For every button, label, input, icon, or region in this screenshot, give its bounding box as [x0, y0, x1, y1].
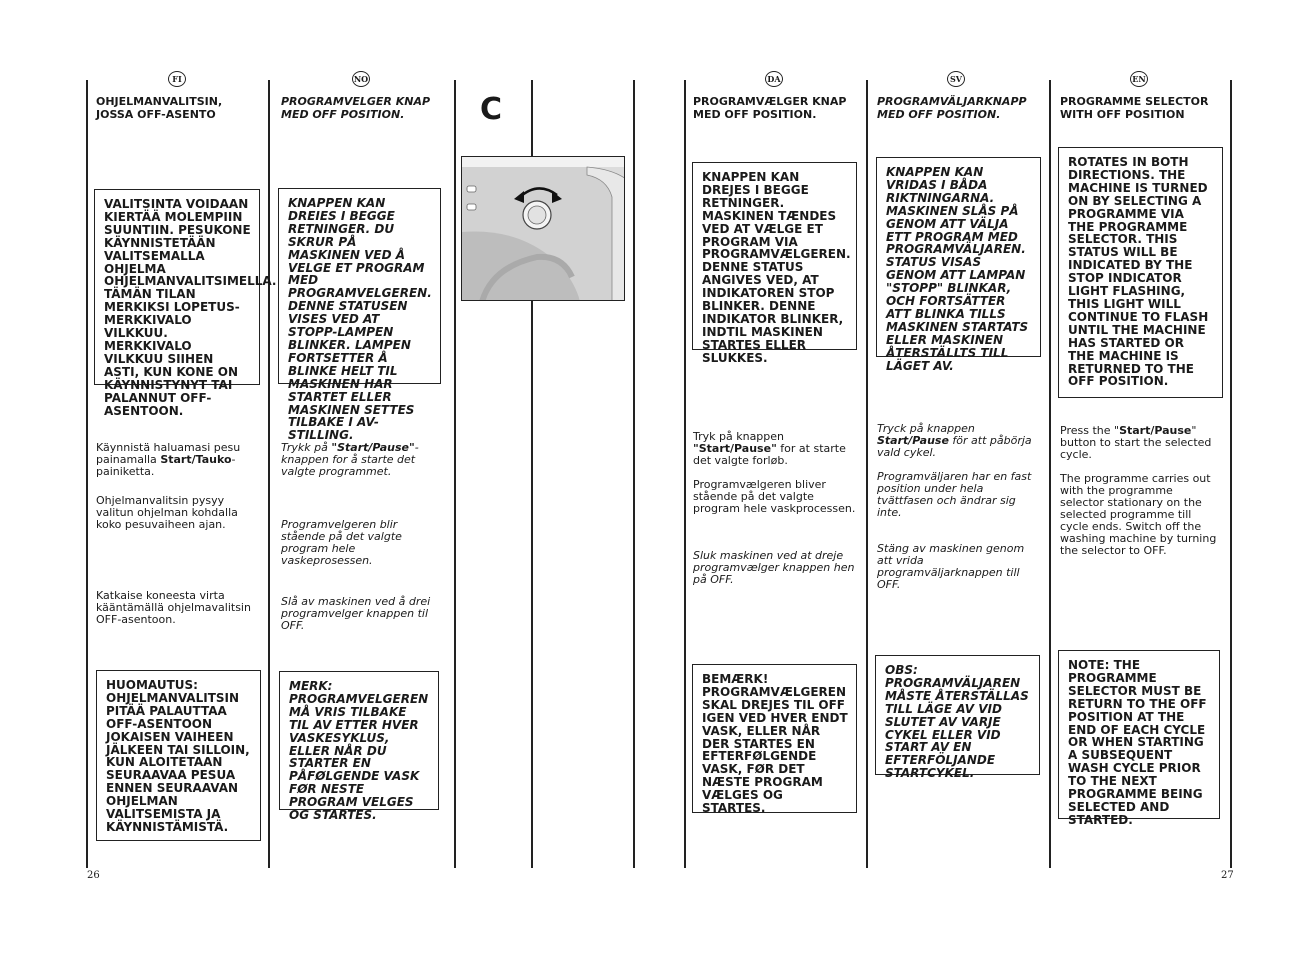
en-start-text-b: " button to start the selected cycle.	[1060, 424, 1212, 461]
language-badge-fi: FI	[168, 71, 186, 87]
da-info-box: KNAPPEN KAN DREJES I BEGGE RETNINGER. MASKINEN TÆNDES VED AT VÆLGE ET PROGRAM VIA PROGRAMVÆLGEREN. DENNE STATUS ANGIVES VED, AT INDIKATOREN STOP BLINKER. DENNE INDIKATOR BLINKER, INDTIL MASKINEN STARTES ELLER SLUKKES.	[692, 162, 857, 350]
no-selector-text: Programvelgeren blir stående på det valgte program hele vaskeprosessen.	[281, 518, 402, 567]
fi-off-text: Katkaise koneesta virta kääntämällä ohjelmavalitsin OFF-asentoon.	[96, 589, 251, 626]
da-note-box: BEMÆRK! PROGRAMVÆLGEREN SKAL DREJES TIL OFF IGEN VED HVER ENDT VASK, ELLER NÅR DER STARTES EN EFTERFØLGENDE VASK, FØR DET NÆSTE PROGRAM VÆLGES OG STARTES.	[692, 664, 857, 813]
language-badge-en: EN	[1130, 71, 1148, 87]
no-start-text	[281, 442, 441, 478]
da-start-button-label: "Start/Pause"	[693, 442, 777, 455]
fi-start-button-label: Start/Tauko	[160, 453, 232, 466]
column-divider	[633, 80, 635, 868]
en-selector-text: The programme carries out with the programme selector stationary on the selected programme till cycle ends. Switch off the washing machine by turning the selector to OFF.	[1060, 472, 1217, 557]
language-badge-sv: SV	[947, 71, 965, 87]
language-badge-da: DA	[765, 71, 783, 87]
no-info-box: KNAPPEN KAN DREIES I BEGGE RETNINGER. DU SKRUR PÅ MASKINEN VED Å VELGE ET PROGRAM MED PROGRAMVELGEREN. DENNE STATUSEN VISES VED AT STOPP-LAMPEN BLINKER. LAMPEN FORTSETTER Å BLINKE HELT TIL MASKINEN HAR STARTET ELLER MASKINEN SETTES TILBAKE I AV-STILLING.	[278, 188, 441, 384]
da-off-text: Sluk maskinen ved at dreje programvælger knappen hen på OFF.	[693, 549, 855, 586]
column-divider	[1230, 80, 1232, 868]
da-start-text	[693, 431, 858, 467]
fi-info-box: VALITSINTA VOIDAAN KIERTÄÄ MOLEMPIIN SUUNTIIN. PESUKONE KÄYNNISTETÄÄN VALITSEMALLA OHJELMA OHJELMANVALITSIMELLA. TÄMÄN TILAN MERKIKSI LOPETUS-MERKKIVALO VILKKUU. MERKKIVALO VILKKUU SIIHEN ASTI, KUN KONE ON KÄYNNISTYNYT TAI PALANNUT OFF-ASENTOON.	[94, 189, 260, 385]
column-divider	[86, 80, 88, 868]
column-divider	[454, 80, 456, 868]
da-heading: PROGRAMVÆLGER KNAP MED OFF POSITION.	[693, 95, 847, 121]
no-start-text-b: -knappen for å starte det valgte programmet.	[281, 441, 419, 478]
fi-start-text	[96, 442, 261, 478]
fi-selector-text: Ohjelmanvalitsin pysyy valitun ohjelman kohdalla koko pesuvaiheen ajan.	[96, 494, 238, 531]
sv-heading: PROGRAMVÄLJARKNAPP MED OFF POSITION.	[877, 95, 1027, 121]
sv-start-text	[877, 423, 1042, 459]
column-divider	[684, 80, 686, 868]
section-letter: C	[480, 92, 503, 127]
column-divider	[866, 80, 868, 868]
page-number-right: 27	[1221, 870, 1234, 881]
page-number-left: 26	[87, 870, 100, 881]
sv-selector-text: Programväljaren har en fast position under hela tvättfasen och ändrar sig inte.	[877, 470, 1032, 519]
washing-machine-knob-rotate-icon	[461, 156, 625, 301]
column-divider	[268, 80, 270, 868]
fi-heading: OHJELMANVALITSIN, JOSSA OFF-ASENTO	[96, 95, 223, 121]
fi-start-text-b: -painiketta.	[96, 453, 236, 478]
no-note-box: MERK: PROGRAMVELGEREN MÅ VRIS TILBAKE TIL AV ETTER HVER VASKESYKLUS, ELLER NÅR DU STARTER EN PÅFØLGENDE VASK FØR NESTE PROGRAM VELGES OG STARTES.	[279, 671, 439, 810]
en-note-box: NOTE: THE PROGRAMME SELECTOR MUST BE RETURN TO THE OFF POSITION AT THE END OF EACH CYCLE OR WHEN STARTING A SUBSEQUENT WASH CYCLE PRIOR TO THE NEXT PROGRAMME BEING SELECTED AND STARTED.	[1058, 650, 1220, 819]
control-panel-illustration	[462, 157, 625, 301]
sv-start-text-b: för att påbörja vald cykel.	[877, 434, 1032, 459]
no-start-button-label: "Start/Pause"	[331, 441, 415, 454]
column-divider	[1049, 80, 1051, 868]
no-off-text: Slå av maskinen ved å drei programvelger knappen til OFF.	[281, 595, 431, 632]
da-start-text-a: Tryk på knappen	[693, 430, 785, 443]
sv-start-button-label: Start/Pause	[877, 434, 949, 447]
no-heading: PROGRAMVELGER KNAP MED OFF POSITION.	[281, 95, 431, 121]
en-start-text-a: Press the "	[1060, 424, 1120, 437]
sv-info-box: KNAPPEN KAN VRIDAS I BÅDA RIKTNINGARNA. MASKINEN SLÅS PÅ GENOM ATT VÄLJA ETT PROGRAM MED PROGRAMVÄLJAREN. STATUS VISAS GENOM ATT LAMPAN "STOPP" BLINKAR, OCH FORTSÄTTER ATT BLINKA TILLS MASKINEN STARTATS ELLER MASKINEN ÅTERSTÄLLTS TILL LÄGET AV.	[876, 157, 1041, 357]
da-selector-text: Programvælgeren bliver stående på det valgte program hele vaskprocessen.	[693, 478, 856, 515]
fi-note-box: HUOMAUTUS: OHJELMANVALITSIN PITÄÄ PALAUTTAA OFF-ASENTOON JOKAISEN VAIHEEN JÄLKEEN TAI SILLOIN, KUN ALOITETAAN SEURAAVAA PESUA ENNEN SEURAAVAN OHJELMAN VALITSEMISTA JA KÄYNNISTÄMISTÄ.	[96, 670, 261, 841]
en-start-text	[1060, 425, 1225, 461]
sv-off-text: Stäng av maskinen genom att vrida programväljarknappen till OFF.	[877, 542, 1025, 591]
en-heading: PROGRAMME SELECTOR WITH OFF POSITION	[1060, 95, 1209, 121]
en-info-box: ROTATES IN BOTH DIRECTIONS. THE MACHINE IS TURNED ON BY SELECTING A PROGRAMME VIA THE PROGRAMME SELECTOR. THIS STATUS WILL BE INDICATED BY THE STOP INDICATOR LIGHT FLASHING, THIS LIGHT WILL CONTINUE TO FLASH UNTIL THE MACHINE HAS STARTED OR THE MACHINE IS RETURNED TO THE OFF POSITION.	[1058, 147, 1223, 398]
da-start-text-b: for at starte det valgte forløb.	[693, 442, 846, 467]
sv-start-text-a: Tryck på knappen	[877, 422, 975, 435]
language-badge-no: NO	[352, 71, 370, 87]
en-start-button-label: Start/Pause	[1119, 424, 1192, 437]
no-start-text-a: Trykk på	[281, 441, 332, 454]
fi-start-text-a: Käynnistä haluamasi pesu painamalla	[96, 441, 241, 466]
sv-note-box: OBS: PROGRAMVÄLJAREN MÅSTE ÅTERSTÄLLAS TILL LÄGE AV VID SLUTET AV VARJE CYKEL ELLER VID START AV EN EFTERFÖLJANDE STARTCYKEL.	[875, 655, 1040, 775]
